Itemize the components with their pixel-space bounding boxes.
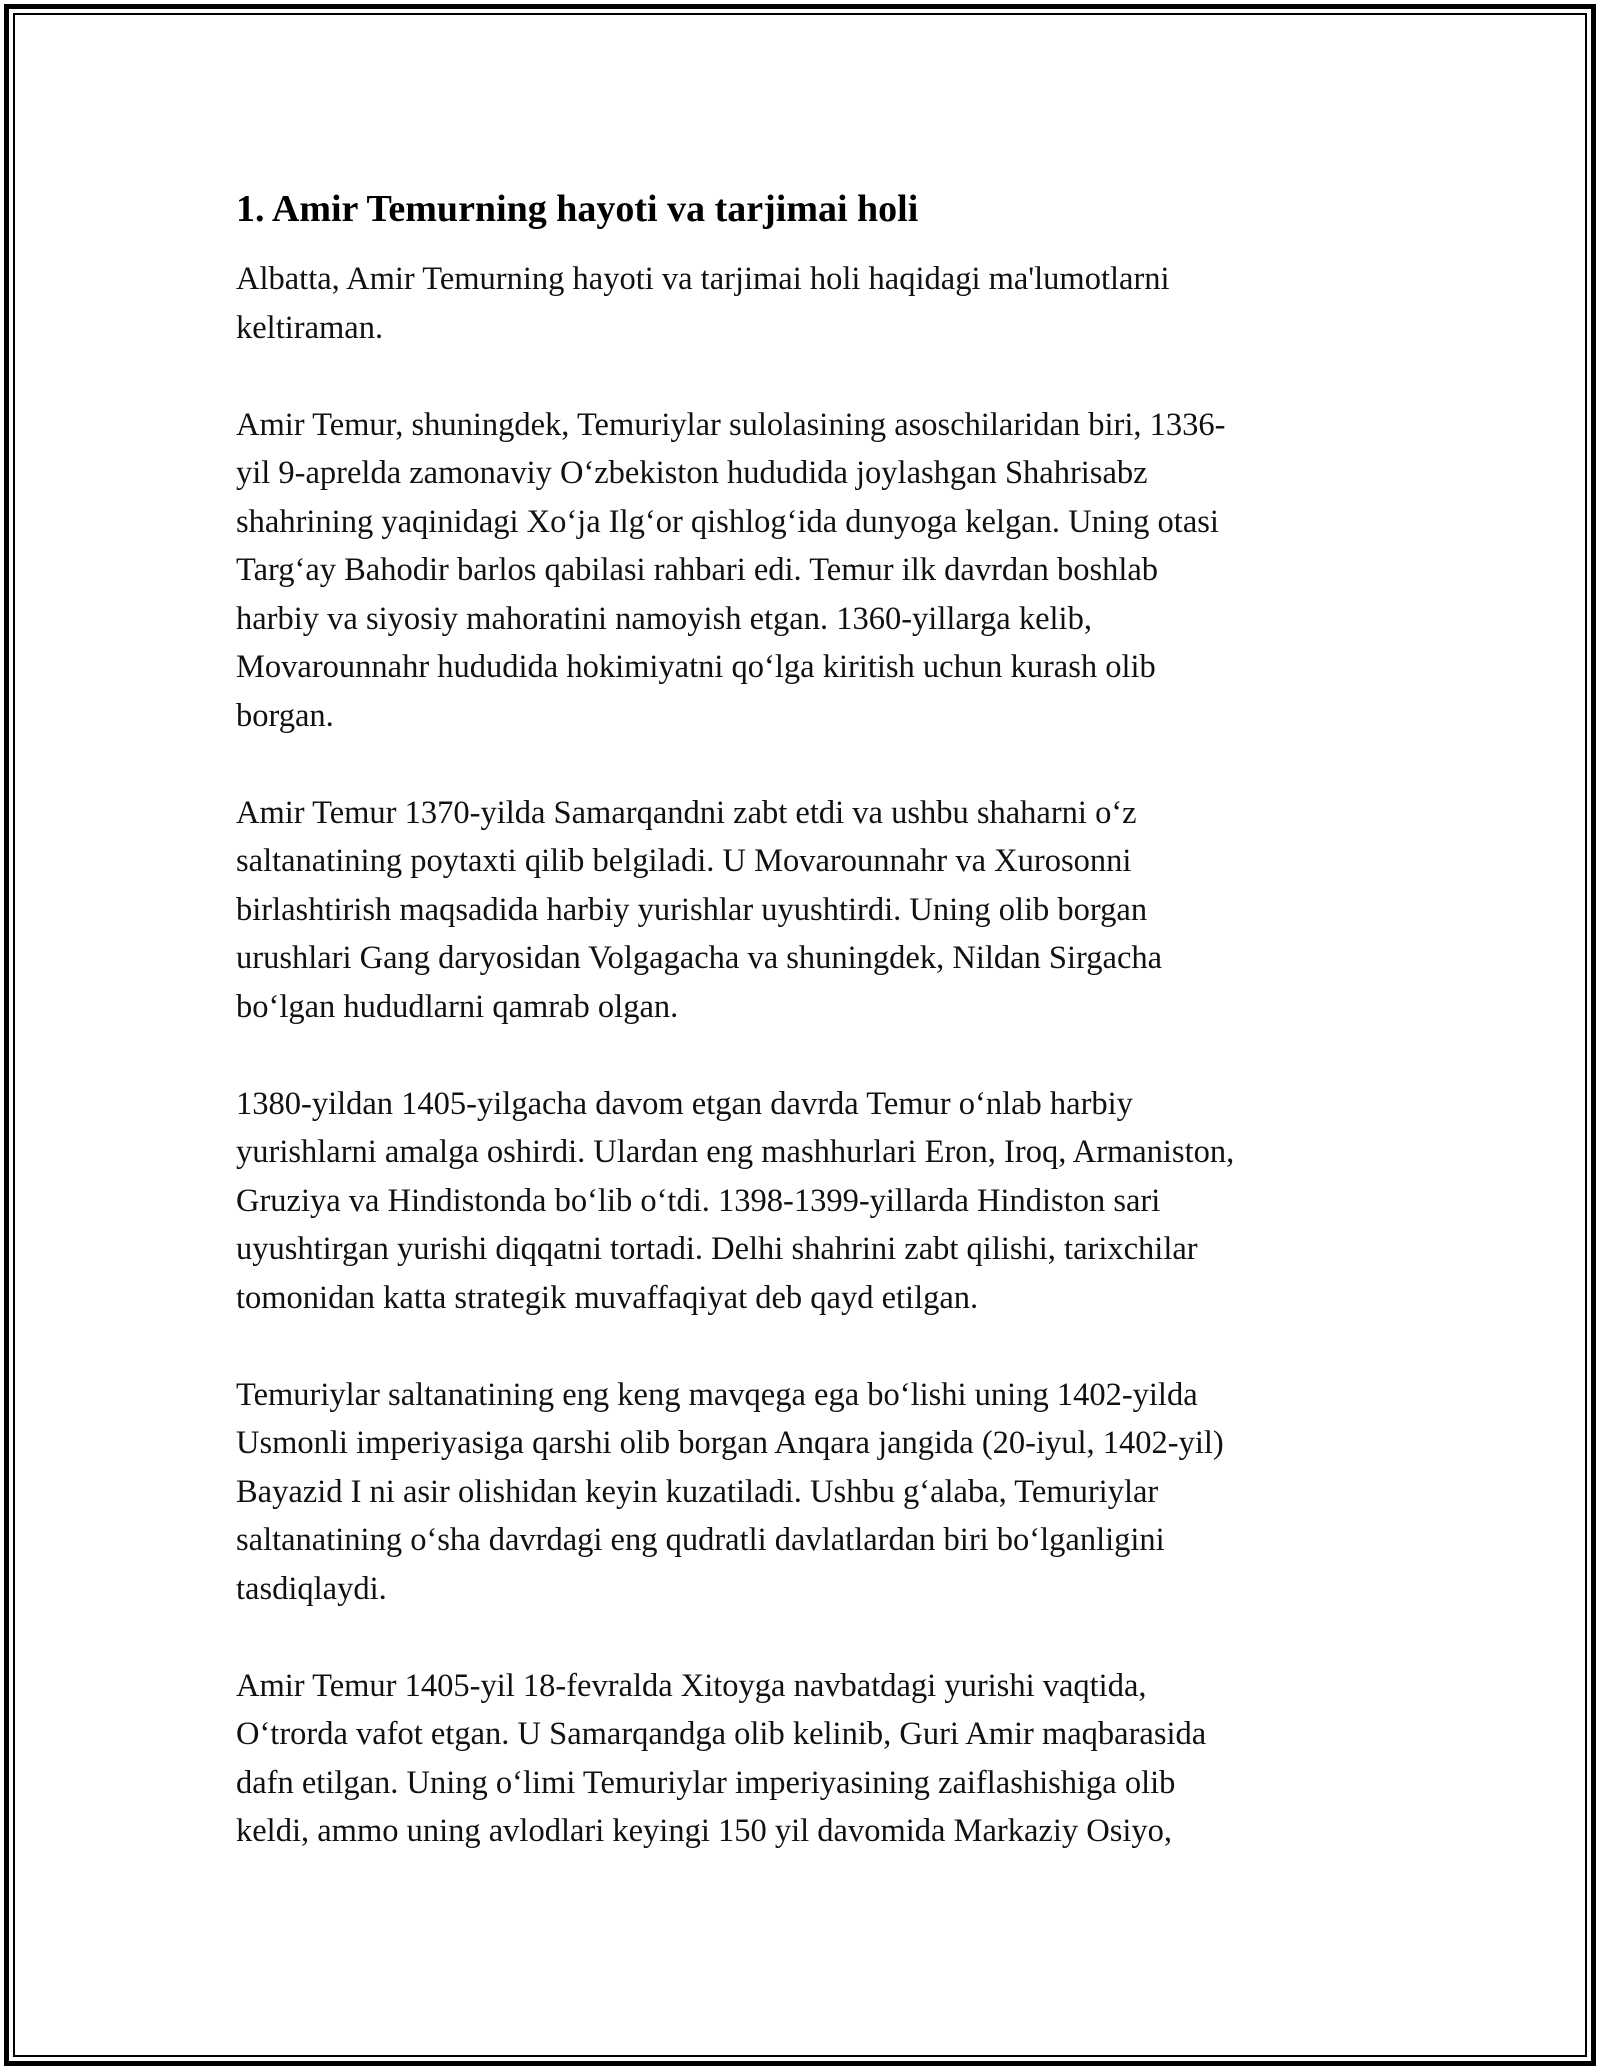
section-heading: 1. Amir Temurning hayoti va tarjimai holi (236, 188, 919, 230)
paragraph-samarkand: Amir Temur 1370-yilda Samarqandni zabt etdi va ushbu shaharni o‘z saltanatining poytaxti qilib belgiladi. U Movarounnahr va Xurosonni birlashtirish maqsadida harbiy yurishlar uyushtirdi. Uning olib borgan urushlari Gang daryosidan Volgagacha va shuningdek, Nildan Sirgacha bo‘lgan hududlarni qamrab olgan. (236, 794, 1163, 1025)
paragraph-death: Amir Temur 1405-yil 18-fevralda Xitoyga navbatdagi yurishi vaqtida, O‘trorda vafot etgan. U Samarqandga olib kelinib, Guri Amir maqbarasida dafn etilgan. Uning o‘limi Temuriylar imperiyasining zaiflashishiga olib keldi, ammo uning avlodlari keyingi 150 yil davomida Markaziy Osiyo, (236, 1667, 1207, 1849)
paragraph-ankara: Temuriylar saltanatining eng keng mavqega ega bo‘lishi uning 1402-yilda Usmonli imperiyasiga qarshi olib borgan Anqara jangida (20-iyul, 1402-yil) Bayazid I ni asir olishidan keyin kuzatiladi. Ushbu g‘alaba, Temuriylar saltanatining o‘sha davrdagi eng qudratli davlatlardan biri bo‘lganligini tasdiqlaydi. (236, 1376, 1224, 1607)
paragraph-birth: Amir Temur, shuningdek, Temuriylar sulolasining asoschilaridan biri, 1336- yil 9-aprelda zamonaviy O‘zbekiston hududida joylashgan Shahrisabz shahrining yaqinidagi Xo‘ja Ilg‘or qishlog‘ida dunyoga kelgan. Uning otasi Targ‘ay Bahodir barlos qabilasi rahbari edi. Temur ilk davrdan boshlab harbiy va siyosiy mahoratini namoyish etgan. 1360-yillarga kelib, Movarounnahr hududida hokimiyatni qo‘lga kiritish uchun kurash olib borgan. (236, 406, 1226, 734)
document-body (236, 185, 1376, 1904)
paragraph-intro: Albatta, Amir Temurning hayoti va tarjimai holi haqidagi ma'lumotlarni keltiraman. (236, 261, 1170, 346)
paragraph-campaigns: 1380-yildan 1405-yilgacha davom etgan davrda Temur o‘nlab harbiy yurishlarni amalga oshirdi. Ulardan eng mashhurlari Eron, Iroq, Armaniston, Gruziya va Hindistonda bo‘lib o‘tdi. 1398-1399-yillarda Hindiston sari uyushtirgan yurishi diqqatni tortadi. Delhi shahrini zabt qilishi, tarixchilar tomonidan katta strategik muvaffaqiyat deb qayd etilgan. (236, 1085, 1235, 1316)
